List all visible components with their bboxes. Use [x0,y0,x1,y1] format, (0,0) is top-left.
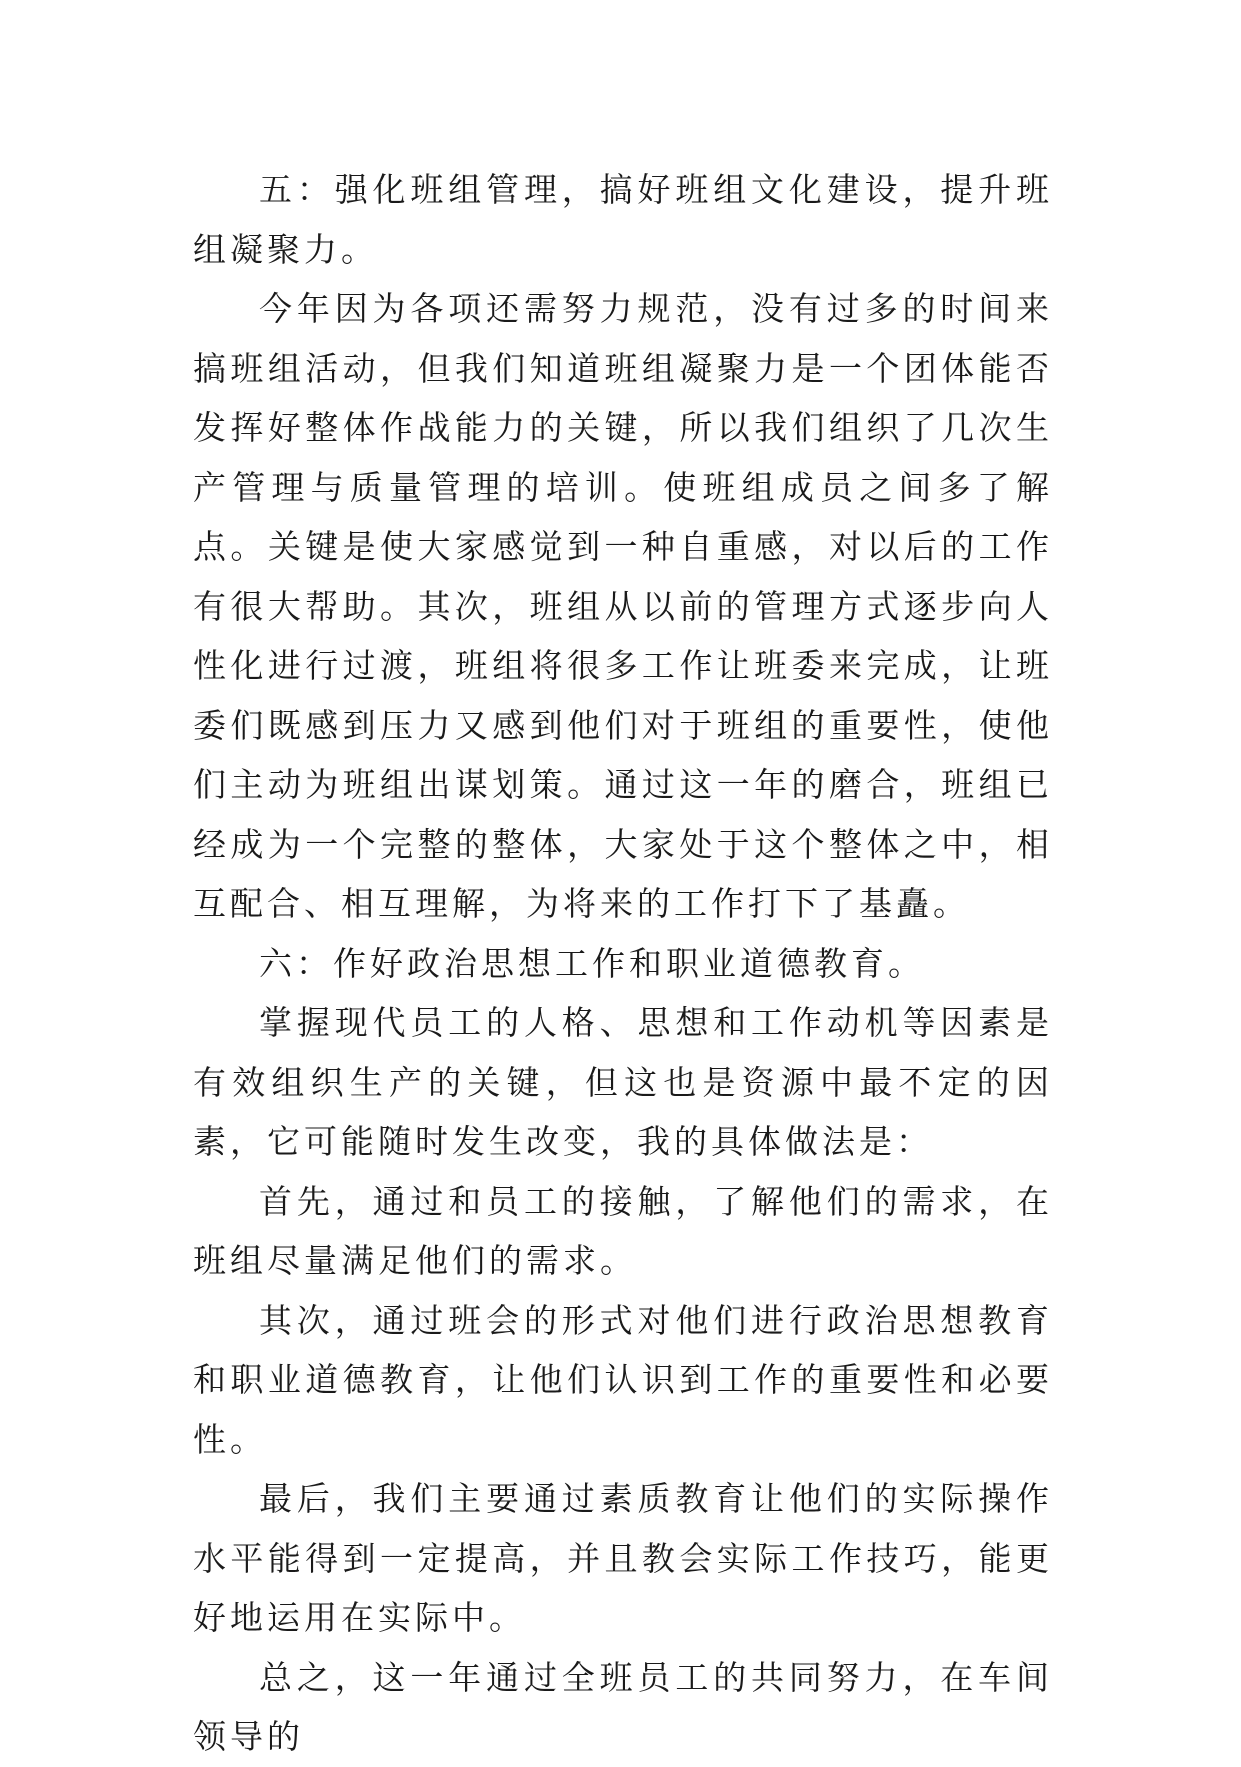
paragraph-conclusion: 总之，这一年通过全班员工的共同努力，在车间领导的 [193,1657,1053,1756]
paragraph-employee-factors: 掌握现代员工的人格、思想和工作动机等因素是有效组织生产的关键，但这也是资源中最不定的因素，它可能随时发生改变，我的具体做法是： [193,1003,1053,1161]
paragraph-team-cohesion: 今年因为各项还需努力规范，没有过多的时间来搞班组活动，但我们知道班组凝聚力是一个团体能否发挥好整体作战能力的关键，所以我们组织了几次生产管理与质量管理的培训。使班组成员之间多了解点。关键是使大家感觉到一种自重感，对以后的工作有很大帮助。其次，班组从以前的管理方式逐步向人性化进行过渡，班组将很多工作让班委来完成，让班委们既感到压力又感到他们对于班组的重要性，使他们主动为班组出谋划策。通过这一年的磨合，班组已经成为一个完整的整体，大家处于这个整体之中，相互配合、相互理解，为将来的工作打下了基矗。 [193,289,1053,923]
paragraph-section-five-heading: 五：强化班组管理，搞好班组文化建设，提升班组凝聚力。 [193,170,1053,269]
paragraph-section-six-heading: 六：作好政治思想工作和职业道德教育。 [259,943,925,983]
document-body [193,160,1053,1767]
paragraph-second-step: 其次，通过班会的形式对他们进行政治思想教育和职业道德教育，让他们认识到工作的重要性和必要性。 [193,1300,1053,1459]
paragraph-final-step: 最后，我们主要通过素质教育让他们的实际操作水平能得到一定提高，并且教会实际工作技巧，能更好地运用在实际中。 [193,1479,1053,1637]
paragraph-first-step: 首先，通过和员工的接触，了解他们的需求，在班组尽量满足他们的需求。 [193,1181,1053,1280]
